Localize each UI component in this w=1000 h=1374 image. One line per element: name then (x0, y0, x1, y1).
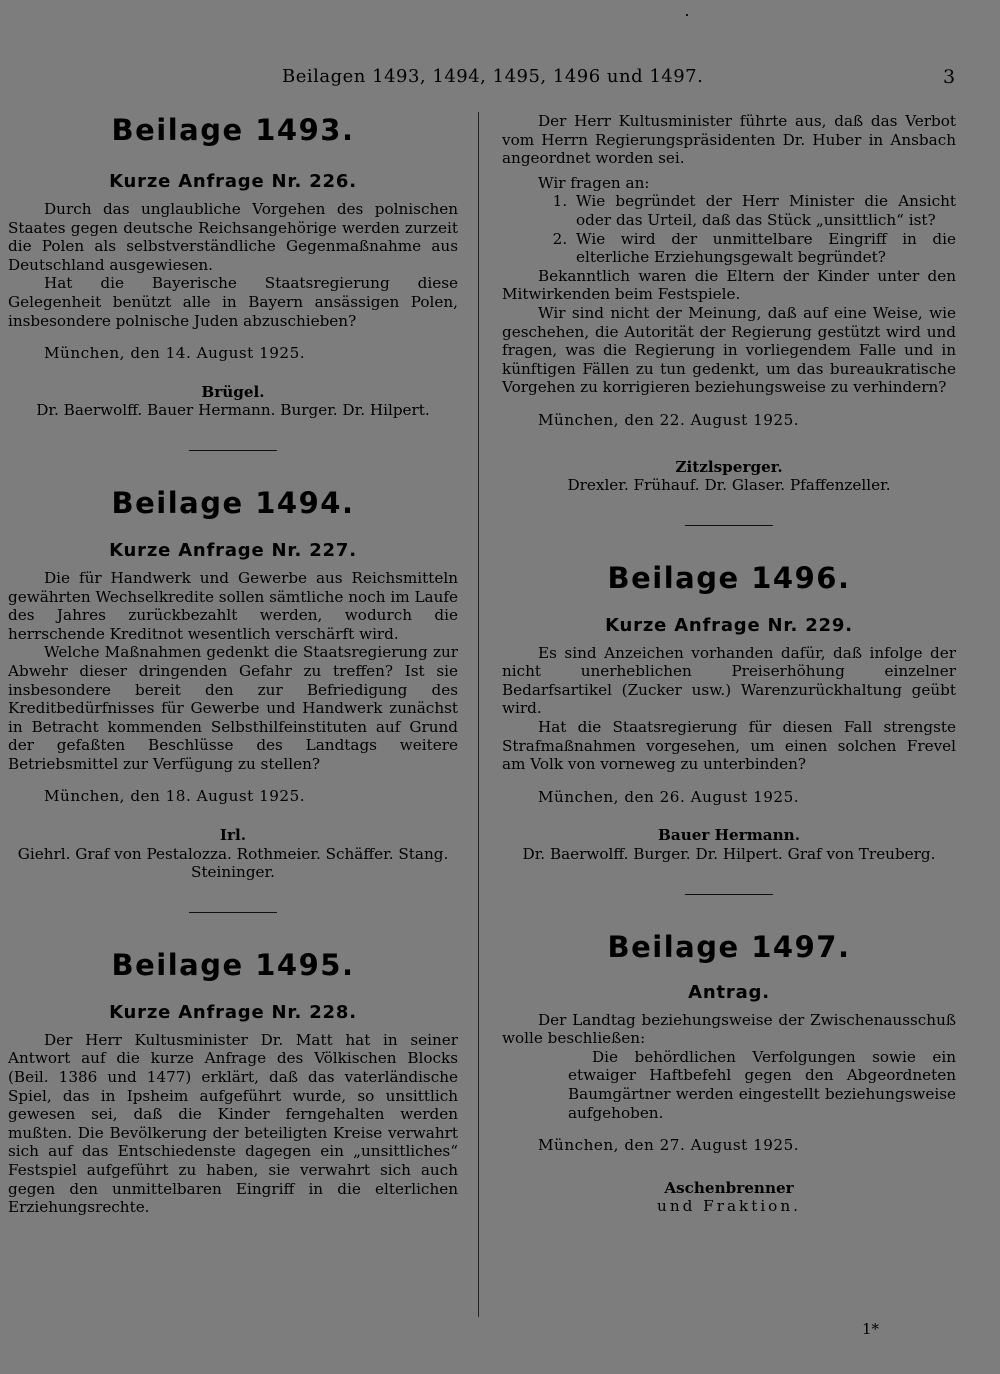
paragraph: Wir fragen an: (538, 173, 650, 192)
beilage-1494 (8, 485, 458, 913)
section-rule (189, 912, 277, 913)
signatory-name: Aschenbrenner (664, 1178, 794, 1197)
right-column (502, 112, 956, 1216)
anfrage-title: Kurze Anfrage Nr. 228. (109, 1001, 357, 1023)
beilage-1495 (8, 947, 458, 1217)
date-line: München, den 26. August 1925. (538, 787, 800, 806)
page-number: 3 (943, 66, 956, 88)
section-rule (685, 525, 773, 526)
paragraph: Es sind Anzeichen vorhanden dafür, daß infolge der nicht unerheblichen Preiserhöhung einzelner Bedarfsartikel (Zucker usw.) Warenzurückhaltung geübt wird. (502, 643, 956, 718)
beilage-title: Beilage 1496. (607, 560, 851, 595)
date-line: München, den 14. August 1925. (44, 344, 306, 363)
anfrage-title: Kurze Anfrage Nr. 226. (109, 171, 357, 192)
anfrage-title: Kurze Anfrage Nr. 229. (605, 614, 853, 636)
beilage-title: Beilage 1494. (111, 485, 355, 520)
signatory-name: Zitzlsperger. (675, 457, 783, 476)
paragraph: Durch das unglaubliche Vorgehen des polnischen Staates gegen deutsche Reichsangehörige werden zurzeit die Polen als selbstverständliche Gegenmaßnahme aus Deutschland ausgewiesen. (8, 200, 458, 274)
beilage-title: Beilage 1493. (111, 113, 355, 147)
section-rule (189, 450, 277, 451)
list-item: 1. Wie begründet der Herr Minister die Ansicht oder das Urteil, daß das Stück „unsittlich“ ist? (572, 192, 956, 229)
beilage-1496 (502, 560, 956, 895)
sheet-signature: 1* (862, 1320, 880, 1338)
motion-text: Die behördlichen Verfolgungen sowie ein etwaiger Haftbefehl gegen den Abgeordneten Baumgärtner werden eingestellt beziehungsweise aufgehoben. (568, 1047, 956, 1122)
beilage-1495-continued (502, 112, 956, 526)
question-list (502, 192, 956, 266)
signatory-subline: und Fraktion. (657, 1197, 801, 1216)
date-line: München, den 18. August 1925. (44, 787, 306, 806)
signatory-name: Irl. (219, 826, 247, 845)
signatory-list: Giehrl. Graf von Pestalozza. Rothmeier. Schäffer. Stang. Steininger. (17, 844, 449, 882)
paragraph: Der Herr Kultusminister führte aus, daß das Verbot vom Herrn Regierungspräsidenten Dr. Huber in Ansbach angeordnet worden sei. (502, 112, 956, 168)
paragraph: Der Herr Kultusminister Dr. Matt hat in seiner Antwort auf die kurze Anfrage des Völkischen Blocks (Beil. 1386 und 1477) erklärt, daß das vaterländische Spiel, das in Ipsheim aufgeführt wurde, so unsittlich gewesen sei, daß die Kinder ferngehalten werden mußten. Die Bevölkerung der beteiligten Kreise verwahrt sich auf das Entschiedenste dagegen ein „unsittliches“ Festspiel aufgeführt zu haben, sie verwahrt sich auch gegen den unmittelbaren Eingriff in die elterlichen Erziehungsrechte. (8, 1030, 458, 1217)
signatory-name: Brügel. (201, 382, 265, 401)
beilage-1497 (502, 929, 956, 1216)
signatory-name: Bauer Hermann. (658, 826, 800, 845)
section-rule (685, 894, 773, 895)
paragraph: Wir sind nicht der Meinung, daß auf eine Weise, wie geschehen, die Autorität der Regierung gestützt wird und fragen, was die Regierung in vorliegendem Falle und in künftigen Fällen zu tun gedenkt, um das bureaukratische Vorgehen zu korrigieren beziehungsweise zu verhindern? (502, 303, 956, 397)
anfrage-title: Kurze Anfrage Nr. 227. (109, 539, 357, 561)
paragraph: Hat die Bayerische Staatsregierung diese Gelegenheit benützt alle in Bayern ansässigen Polen, insbesondere polnische Juden abzuschieben? (8, 274, 458, 330)
signatory-list: Dr. Baerwolff. Bauer Hermann. Burger. Dr. Hilpert. (36, 401, 430, 420)
antrag-title: Antrag. (688, 981, 770, 1003)
paragraph: Bekanntlich waren die Eltern der Kinder unter den Mitwirkenden beim Festspiele. (502, 266, 956, 304)
running-title: Beilagen 1493, 1494, 1495, 1496 und 1497. (282, 66, 704, 87)
page-header (0, 66, 1000, 96)
date-line: München, den 27. August 1925. (538, 1136, 800, 1155)
list-item: 2. Wie wird der unmittelbare Eingriff in die elterliche Erziehungsgewalt begründet? (572, 230, 956, 267)
paragraph: Die für Handwerk und Gewerbe aus Reichsmitteln gewährten Wechselkredite sollen sämtliche noch im Laufe des Jahres zurückbezahlt werden, wodurch die herrschende Kreditnot wesentlich verschärft wird. (8, 568, 458, 643)
paragraph: Welche Maßnahmen gedenkt die Staatsregierung zur Abwehr dieser dringenden Gefahr zu treffen? Ist sie insbesondere bereit den zur Befriedigung des Kreditbedürfnisses für Gewerbe und Handwerk zunächst in Betracht kommenden Selbsthilfeinstituten auf Grund der gefaßten Beschlüsse des Landtags weitere Betriebsmittel zur Verfügung zu stellen? (8, 643, 458, 773)
beilage-title: Beilage 1495. (111, 947, 355, 982)
date-line: München, den 22. August 1925. (538, 410, 800, 429)
paragraph: Hat die Staatsregierung für diesen Fall strengste Strafmaßnahmen vorgesehen, um einen solchen Frevel am Volk von vorneweg zu unterbinden? (502, 718, 956, 774)
beilage-1493 (8, 112, 458, 451)
column-divider (478, 112, 479, 1317)
beilage-title: Beilage 1497. (607, 929, 851, 964)
signatory-list: Drexler. Frühauf. Dr. Glaser. Pfaffenzeller. (567, 476, 891, 495)
signatory-list: Dr. Baerwolff. Burger. Dr. Hilpert. Graf von Treuberg. (522, 845, 936, 864)
scan-speck (686, 14, 688, 16)
left-column (8, 112, 458, 1217)
paragraph: Der Landtag beziehungsweise der Zwischenausschuß wolle beschließen: (502, 1010, 956, 1048)
